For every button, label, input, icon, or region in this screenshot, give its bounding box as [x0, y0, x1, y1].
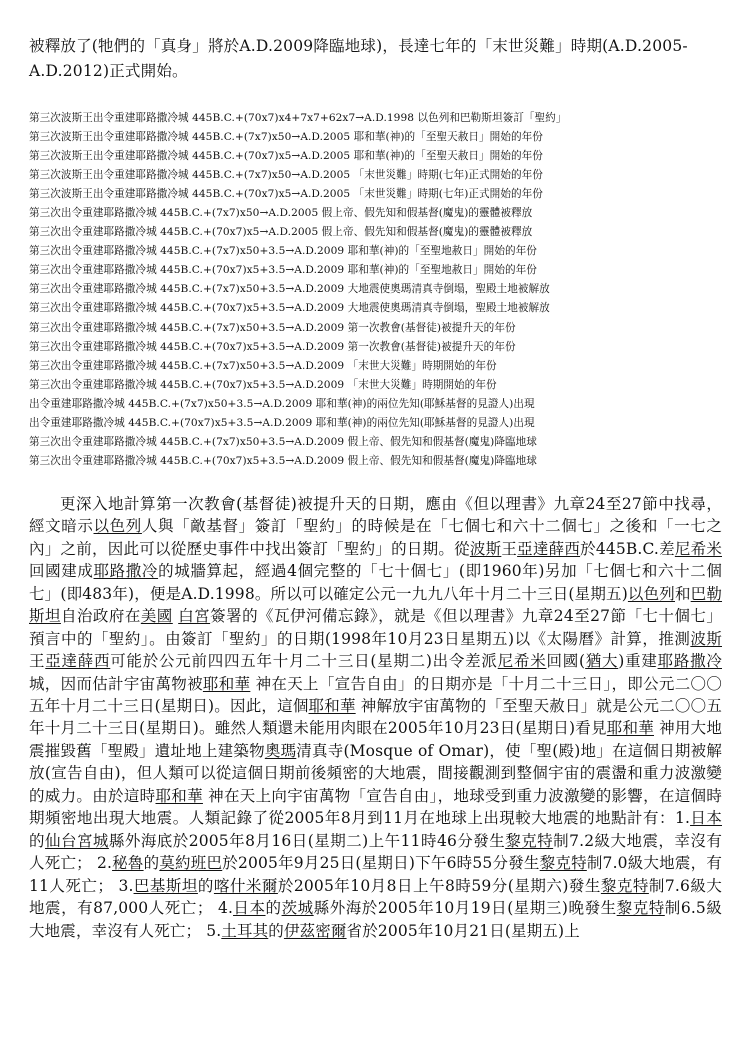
- place-name: 波斯: [469, 539, 502, 558]
- place-name: 仙台: [44, 831, 77, 850]
- text-run: 於445B.C.差: [580, 539, 675, 558]
- list-item: 第三次出令重建耶路撒冷城 445B.C.+(7x7)x50+3.5→A.D.2009 第一次教會(基督徒)被提升天的年份: [29, 321, 516, 334]
- text-run: 制7.6級大地震，有87,000人死亡； 4.: [29, 876, 722, 918]
- place-name: 伊茲密爾: [283, 921, 347, 940]
- list-item: 第三次出令重建耶路撒冷城 445B.C.+(70x7)x5+3.5→A.D.2009 「末世大災難」時期開始的年份: [29, 378, 497, 391]
- text-run: 制7.2級大地震，幸沒有人死亡； 2.: [29, 831, 722, 873]
- person-name: 黎克特: [539, 854, 587, 873]
- text-run: 的: [29, 831, 45, 850]
- place-name: 白宮: [178, 607, 211, 626]
- text-run: 省於2005年10月21日(星期五)上: [346, 921, 580, 940]
- list-item: 出令重建耶路撒冷城 445B.C.+(70x7)x5+3.5→A.D.2009 耶和華(神)的兩位先知(耶穌基督的見證人)出現: [29, 416, 535, 429]
- text-run: 城，因而估計宇宙萬物被: [29, 674, 203, 693]
- place-name: 波斯: [690, 629, 722, 648]
- text-run: 簽署的《瓦伊河備忘錄》，就是《但以理書》九章24至27節「七十個七」預言中的「聖約」。由簽訂「聖約」的日期(1998年10月23日星期五)以《太陽曆》計算，推測: [29, 607, 722, 648]
- body-paragraph: [29, 493, 722, 942]
- text-run: 和: [674, 584, 691, 603]
- list-item: 第三次出令重建耶路撒冷城 445B.C.+(7x7)x50+3.5→A.D.2009 大地震使奧瑪清真寺倒塌，聖殿土地被解放: [29, 283, 550, 296]
- list-item: 第三次波斯王出令重建耶路撒冷城 445B.C.+(7x7)x50→A.D.2005 耶和華(神)的「至聖天赦日」開始的年份: [29, 131, 543, 144]
- place-name: 耶路撒冷: [93, 562, 159, 581]
- place-name: 宮城: [76, 831, 109, 850]
- text-run: )重建: [618, 652, 658, 671]
- place-name: 莫約班巴: [159, 854, 223, 873]
- text-run: 制7.0級大地震，有11人死亡； 3.: [29, 854, 722, 895]
- intro-paragraph: 被釋放了(牠們的「真身」將於A.D.2009降臨地球)，長達七年的「末世災難」時期(A.D.2005-A.D.2012)正式開始。: [29, 37, 688, 80]
- place-name: 耶路撒冷: [657, 652, 722, 671]
- text-run: 制6.5級大地震，幸沒有人死亡； 5.: [29, 899, 722, 940]
- list-item: 第三次出令重建耶路撒冷城 445B.C.+(7x7)x50+3.5→A.D.2009 假上帝、假先知和假基督(魔鬼)降臨地球: [29, 435, 537, 448]
- place-name: 秘魯: [112, 854, 144, 873]
- text-run: 縣外海底於2005年8月16日(星期二)上午11時46分發生: [108, 831, 506, 850]
- list-item: 第三次波斯王出令重建耶路撒冷城 445B.C.+(70x7)x4+7x7+62x7→A.D.1998 以色列和巴勒斯坦簽訂「聖約」: [29, 112, 567, 124]
- person-name: 亞達薛西: [45, 652, 111, 671]
- text-run: 神在天上「宣告自由」的日期亦是「十月二十三日」，即公元二〇〇五年十月二十三日(星期日)。因此，這個: [29, 674, 722, 715]
- deity-name: 耶和華: [606, 719, 654, 738]
- text-run: 神解放宇宙萬物的「至聖天赦日」就是公元二〇〇五年十月二十三日(星期日)。雖然人類還未能用肉眼在2005年10月23日(星期日)看見: [29, 696, 722, 738]
- text-run: 可能於公元前四四五年十月二十三日(星期二)出令差派: [110, 652, 498, 671]
- list-item: 第三次波斯王出令重建耶路撒冷城 445B.C.+(70x7)x5→A.D.2005 「末世災難」時期(七年)正式開始的年份: [29, 188, 543, 201]
- place-name: 巴基斯坦: [133, 876, 198, 895]
- text-run: 王: [29, 652, 46, 671]
- list-item: 第三次出令重建耶路撒冷城 445B.C.+(7x7)x50→A.D.2005 假上帝、假先知和假基督(魔鬼)的靈體被釋放: [29, 207, 533, 220]
- place-name: 以色列: [93, 517, 142, 536]
- text-run: 縣外海於2005年10月19日(星期三)晚發生: [313, 899, 617, 918]
- list-item: 第三次出令重建耶路撒冷城 445B.C.+(70x7)x5→A.D.2005 假上帝、假先知和假基督(魔鬼)的靈體被釋放: [29, 226, 533, 239]
- deity-name: 耶和華: [155, 786, 203, 805]
- person-name: 尼希米: [497, 652, 547, 671]
- person-name: 黎克特: [616, 899, 665, 918]
- text-run: 的: [265, 899, 282, 918]
- text-run: 的: [268, 921, 284, 940]
- text-run: 神用大地震摧毀舊「聖殿」遺址地上建築物: [29, 719, 723, 760]
- list-item: 第三次出令重建耶路撒冷城 445B.C.+(70x7)x5+3.5→A.D.2009 耶和華(神)的「至聖地赦日」開始的年份: [29, 264, 537, 277]
- text-run: 更深入地計算第一次教會(基督徒)被提升天的日期，應由《但以理書》九章24至27節中找尋，經文暗示: [29, 494, 722, 536]
- text-run: 自治政府在: [60, 607, 141, 626]
- text-run: 回國建成: [29, 562, 94, 581]
- list-item: 第三次出令重建耶路撒冷城 445B.C.+(7x7)x50+3.5→A.D.2009 耶和華(神)的「至聖地赦日」開始的年份: [29, 245, 537, 258]
- text-run: 的城牆算起，經過4個完整的「七十個七」(即1960年)另加「七個七和六十二個七」(即483年)，便是A.D.1998。所以可以確定公元一九九八年十月二十三日(星期五): [29, 562, 722, 603]
- list-item: 出令重建耶路撒冷城 445B.C.+(7x7)x50+3.5→A.D.2009 耶和華(神)的兩位先知(耶穌基督的見證人)出現: [29, 397, 535, 410]
- text-run: 回國(: [546, 652, 586, 671]
- text-run: 人與「敵基督」簽訂「聖約」的時候是在「七個七和六十二個七」之後和「一七之內」之前，因此可以從歷史事件中找出簽訂「聖約」的日期。從: [29, 517, 723, 558]
- list-item: 第三次出令重建耶路撒冷城 445B.C.+(70x7)x5+3.5→A.D.2009 大地震使奧瑪清真寺倒塌，聖殿土地被解放: [29, 302, 550, 315]
- place-name: 奧瑪: [264, 741, 297, 760]
- prophecy-calculation-list: [29, 109, 722, 471]
- person-name: 亞達薛西: [517, 539, 581, 558]
- deity-name: 耶和華: [308, 696, 356, 715]
- text-run: 的: [143, 854, 160, 873]
- list-item: 第三次出令重建耶路撒冷城 445B.C.+(70x7)x5+3.5→A.D.2009 假上帝、假先知和假基督(魔鬼)降臨地球: [29, 454, 537, 467]
- text-run: 清真寺(Mosque of Omar)，使「聖(殿)地」在這個日期被解放(宣告自由)，但人類可以從這個日期前後頻密的大地震，間接觀測到整個宇宙的震盪和重力波激變的威力。由於這時: [29, 741, 722, 805]
- list-item: 第三次波斯王出令重建耶路撒冷城 445B.C.+(70x7)x5→A.D.2005 耶和華(神)的「至聖天赦日」開始的年份: [29, 150, 543, 163]
- person-name: 黎克特: [600, 876, 649, 895]
- place-name: 日本: [690, 809, 722, 828]
- text-run: 於2005年10月8日上午8時59分(星期六)發生: [277, 876, 601, 895]
- place-name: 猶大: [585, 652, 619, 671]
- place-name: 美國: [140, 607, 173, 626]
- place-name: 以色列: [627, 584, 675, 603]
- place-name: 茨城: [281, 899, 314, 918]
- place-name: 喀什米爾: [213, 876, 278, 895]
- text-run: 於2005年9月25日(星期日)下午6時55分發生: [222, 854, 540, 873]
- person-name: 尼希米: [674, 539, 722, 558]
- person-name: 黎克特: [505, 831, 554, 850]
- place-name: 巴勒斯坦: [29, 584, 723, 626]
- list-item: 第三次出令重建耶路撒冷城 445B.C.+(7x7)x50+3.5→A.D.2009 「末世大災難」時期開始的年份: [29, 359, 497, 372]
- place-name: 日本: [233, 899, 266, 918]
- place-name: 土耳其: [221, 921, 269, 940]
- deity-name: 耶和華: [202, 674, 251, 693]
- text-run: 的: [197, 876, 214, 895]
- list-item: 第三次波斯王出令重建耶路撒冷城 445B.C.+(7x7)x50→A.D.2005 「末世災難」時期(七年)正式開始的年份: [29, 169, 543, 182]
- text-run: 王: [501, 539, 518, 558]
- list-item: 第三次出令重建耶路撒冷城 445B.C.+(70x7)x5+3.5→A.D.2009 第一次教會(基督徒)被提升天的年份: [29, 340, 516, 353]
- text-run: 神在天上向宇宙萬物「宣告自由」，地球受到重力波激變的影響，在這個時期頻密地出現大地震。人類記錄了從2005年8月到11月在地球上出現較大地震的地點計有：1.: [29, 786, 723, 828]
